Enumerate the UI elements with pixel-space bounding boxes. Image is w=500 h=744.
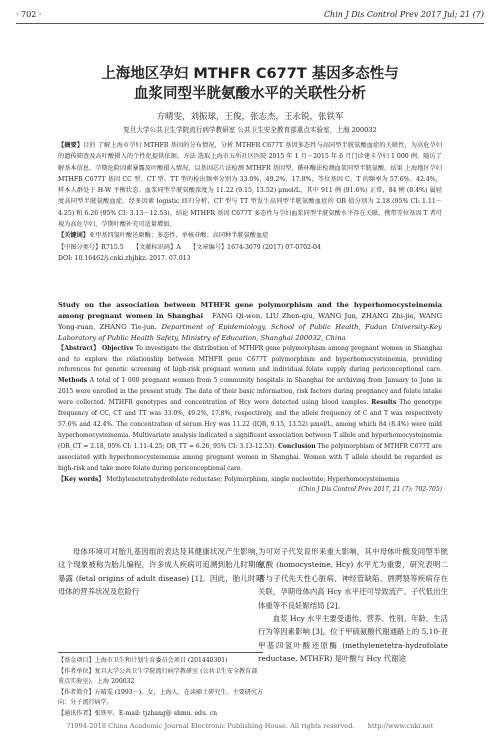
paper-title-line2: 血浆同型半胱氨酸水平的关联性分析: [134, 86, 366, 102]
chinese-abstract: [58, 140, 442, 264]
footnote-funding: 【基金项目】上海市卫生和计划生育委员会项目 (201440301): [58, 657, 228, 664]
running-header: [16, 8, 484, 24]
results-text: The genotype frequency of CC, CT and TT was 33.0%, 49.2%, 17.8%, respectively, and the allele frequency of C and T was respectively 57.6% and 42.4%. The concentration of serum Hcy was 11.22 (IQR, 9.15, 13.52) μmol/L, among which 84 (8.4%) were mild hyperhomocysteinemia. Multivariate analysis indicated a significant association between T allele and hyperhomocysteinemia (OR_CT = 2.18, 95% CI: 1.11-4.25; OR_TT = 6.26, 95% CI: 3.13-12.53).: [58, 399, 442, 450]
english-title-2: women in Shanghai: [125, 311, 204, 320]
en-keywords-text: Methylenetetrahydrofolate reductase; Polymorphism, single nucleotide; Hyperhomocysteinemia: [106, 475, 400, 483]
english-authors: FANG Qi-wen, LIU Zhen-qiu, WANG Jun, ZHANG Zhi-jie, WANG Yong-ruan, ZHANG Tie-jun.: [58, 311, 442, 331]
english-affiliation: Department of Epidemiology, School of Public Health, Fudan University-Key Laboratory of Public Health Safety, Ministry of Education, Shanghai 200032, China: [58, 322, 442, 342]
body-column-right: [258, 545, 448, 666]
doi-line: DOI: 10.16462/j.cnki.zhjbkz. 2017. 07.013: [58, 254, 191, 262]
citation-line: (Chin J Dis Control Prev 2017, 21 (7): 702-705): [298, 486, 442, 494]
header-rule: [16, 23, 484, 24]
keywords-label: 【关键词】: [58, 232, 89, 240]
authors-cn: 方晴雯，刘振球，王俊，张志杰，王永锐，张铁军: [156, 112, 344, 122]
paper-title-line1: 上海地区孕妇 MTHFR C677T 基因多态性与: [101, 66, 399, 82]
english-title: Study on the association between MTHFR gene polymorphism and the hyperhomocysteinemia among pregnant: [58, 301, 442, 320]
footnote-correspondence: 【通讯作者】张铁军，E-mail: tjzhang@ shmu. edu. cn: [58, 709, 218, 717]
results-label: Results: [371, 399, 397, 407]
page-number: · 702 ·: [16, 10, 42, 19]
body-column-left: [58, 545, 263, 599]
journal-citation: Chin J Dis Control Prev 2017 Jul; 21 (7): [323, 10, 484, 19]
copyright-footer: ?1994-2018 China Academic Journal Electronic Publishing House. All rights reserved. http://www.cnki.net: [66, 722, 434, 730]
objective-text: To investigate the distribution of MTHFR gene polymorphism among pregnant women in Shanghai and to explore the relationship between MTHFR gene C677T polymorphism and hyperhomocysteinemia, providing references for genetic screening of high-risk pregnant women and individual folate supply during periconceptional care.: [58, 344, 442, 374]
conclusion-text: The polymorphism of MTHFR C677T are associated with hyperhomocysteinemia among pregnant women in Shanghai. Women with T allele should be regarded as high-risk and take more folate during periconceptional care.: [58, 442, 442, 472]
footnote-author: 【作者简介】方晴雯 (1993－)，女，上海人，在读硕士研究生。主要研究方向：分子流行病学。: [58, 688, 264, 707]
methods-text: A total of 1 000 pregnant women from 5 community hospitals in Shanghai for archiving from January to June in 2015 were enrolled in the present study. The data of their basic information, risk factors during pregnancy and folate intake were collected. MTHFR genotypes and concentration of Hcy were detected using blood samples.: [58, 377, 442, 407]
body-paragraph-1: 母体环境可对胎儿基因组的表达及其健康状况产生影响，这个现象被称为胎儿编程，许多成人疾病可追溯到胎儿时期的暴露 (fetal origins of adult disease) [1]。因此，胎儿时期母体的营养状况及危险行: [58, 547, 263, 597]
objective-label: Objective: [101, 344, 134, 352]
en-abstract-label: 【Abstract】: [58, 344, 100, 352]
affiliation-cn: 复旦大学公共卫生学院流行病学教研室 公共卫生安全教育部重点实验室，上海 200032: [123, 126, 377, 134]
en-keywords-label: 【Key words】: [58, 475, 105, 483]
keywords-text: 亚甲基四氢叶酸还原酶；多态性，单核苷酸；高同种半胱氨酸血症: [88, 232, 269, 240]
methods-label: Methods: [58, 377, 88, 385]
abstract-text: 目的 了解上海市孕妇 MTHFR 基因的分布情况，分析 MTHFR C677T 基因多态性与高同型半胱氨酸血症的关联性，为高危孕妇的遗传筛查及高叶酸摄入的个性化提供依据。方法 选取上海市五所社区医院 2015 年 1 月－2015 年 6 月门诊建卡孕妇 1 000 例，随访了解基本信息，孕期危险因素暴露及叶酸摄入情况，以基因芯片法检测 MTHFR 基因型，循环酶法检测血浆同型半胱氨酸。结果 上海地区孕妇 MTHFR C677T 基因 CC 型、CT 型、TT 型的检出频率分别为 33.0%、49.2%、17.8%，等位基因 C、T 的频率为 57.6%、42.4%，样本人群处于 H-W 平衡状态。血浆同型半胱氨酸浓度为 11.22 (9.15, 13.52) μmol/L，其中 911 例 (91.6%) 正常，84 例 (8.4%) 属轻度高同型半胱氨酸血症。经多因素 logistic 回归分析，CT 型与 TT 型发生高同型半胱氨酸血症的 OR 值分别为 2.18 (95% CI: 1.11－4.25) 和 6.26 (95% CI: 3.13－12.53)。结论 MTHFR 基因 C677T 多态性与孕妇血浆同型半胱氨酸水平存在关联，携带等位基因 T 者可视为高危孕妇，孕期叶酸补充可适量增加。: [58, 142, 443, 229]
footnotes: [58, 652, 263, 720]
abstract-label: 【摘要】: [58, 142, 84, 149]
classification-line: 【中图分类号】R715.5 【文献标识码】A 【文章编号】1674-3679 (2017) 07-0702-04: [58, 243, 321, 251]
footnote-affiliation: 【作者单位】复旦大学公共卫生学院流行病学教研室 (公共卫生安全教育部重点实验室)，上海 200032: [58, 667, 258, 686]
conclusion-label: Conclusion: [278, 442, 316, 450]
body-paragraph-3: 血浆 Hcy 水平主要受遗传、营养、性别、年龄、生活行为等因素影响 [3]。位于甲硫氨酸代谢通路上的 5,10-亚甲基四氢叶酸还原酶 (methylenetetra-hydrofolate reductase, MTHFR) 是叶酸与 Hcy 代谢途: [258, 614, 448, 664]
english-abstract: [58, 300, 442, 496]
body-paragraph-2: 为可对子代发育形来重大影响，其中母体叶酸及同型半胱氨酸 (homocysteine, Hcy) 水平尤为重要，研究表明二者与子代先天性心脏病、神经管缺陷、唇腭裂等疾病存在关联，孕期母体内高 Hcy 水平还可导致流产、子代低出生体重等不良妊娠结局 [2]。: [258, 547, 448, 610]
